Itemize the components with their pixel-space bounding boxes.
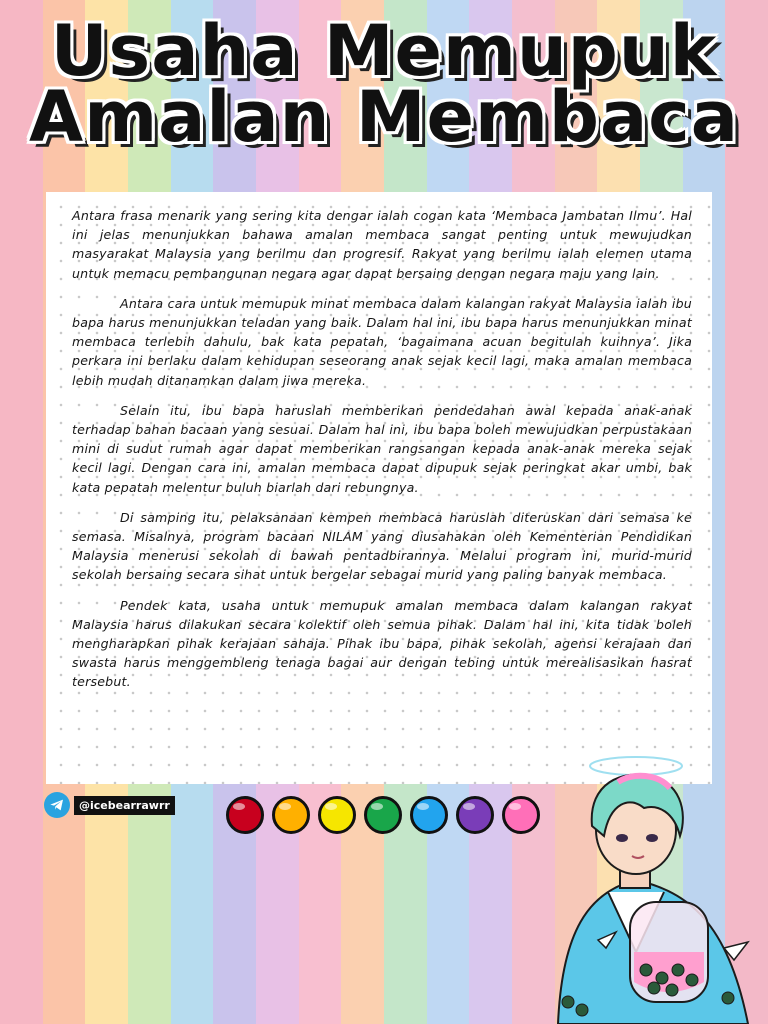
anime-boy-illustration	[548, 752, 758, 1024]
paragraph-intro: Antara frasa menarik yang sering kita dengar ialah cogan kata ‘Membaca Jambatan Ilmu’. Hal ini jelas menunjukkan bahawa amalan membaca sangat penting untuk mewujudkan masyarakat Malaysia yang berilmu dan progresif. Rakyat yang berilmu ialah elemen utama untuk memacu pembangunan negara agar dapat bersaing dengan negara maju yang lain.	[72, 208, 692, 281]
telegram-icon	[44, 792, 70, 818]
color-dot-blue	[410, 796, 448, 834]
social-handle[interactable]	[44, 792, 175, 818]
color-dot-purple	[456, 796, 494, 834]
color-dot-pink	[502, 796, 540, 834]
title-line-1: Usaha Memupuk	[50, 10, 718, 92]
title-line-2: Amalan Membaca	[29, 76, 739, 158]
dotted-paper-panel	[46, 192, 712, 784]
color-dot-green	[364, 796, 402, 834]
page-title	[0, 10, 768, 158]
color-dot-red	[226, 796, 264, 834]
color-dot-row	[226, 796, 540, 834]
color-dot-yellow	[318, 796, 356, 834]
handle-text: @icebearrawrr	[74, 796, 175, 815]
paragraph-2: Antara cara untuk memupuk minat membaca dalam kalangan rakyat Malaysia ialah ibu bapa harus menunjukkan teladan yang baik. Dalam hal ini, ibu bapa harus menunjukkan minat membaca terlebih dahulu, bak kata pepatah, ‘bagaimana acuan begitulah kuihnya’. Jika perkara ini berlaku dalam kehidupan seseorang anak sejak kecil lagi, maka amalan membaca lebih mudah ditanamkan dalam jiwa mereka.	[72, 295, 692, 388]
paragraph-3: Selain itu, ibu bapa haruslah memberikan pendedahan awal kepada anak-anak terhadap bahan bacaan yang sesuai. Dalam hal ini, ibu bapa boleh mewujudkan perpustakaan mini di sudut rumah agar dapat memberikan rangsangan kepada anak-anak mereka sejak kecil lagi. Dengan cara ini, amalan membaca dapat dipupuk sejak peringkat akar umbi, bak kata pepatah melentur buluh biarlah dari rebungnya.	[72, 402, 692, 495]
paragraph-conclusion: Pendek kata, usaha untuk memupuk amalan membaca dalam kalangan rakyat Malaysia harus dilakukan secara kolektif oleh semua pihak. Dalam hal ini, kita tidak boleh mengharapkan pihak kerajaan sahaja. Pihak ibu bapa, pihak sekolah, agensi kerajaan dan swasta harus menggembleng tenaga bagai aur dengan tebing untuk merealisasikan hasrat tersebut.	[72, 597, 692, 690]
color-dot-orange	[272, 796, 310, 834]
paragraph-4: Di samping itu, pelaksanaan kempen membaca haruslah diteruskan dari semasa ke semasa. Misalnya, program bacaan NILAM yang diusahakan oleh Kementerian Pendidikan Malaysia menerusi sekolah di bawah pentadbirannya. Melalui program ini, murid-murid sekolah bersaing secara sihat untuk bergelar sebagai murid yang paling banyak membaca.	[72, 509, 692, 583]
